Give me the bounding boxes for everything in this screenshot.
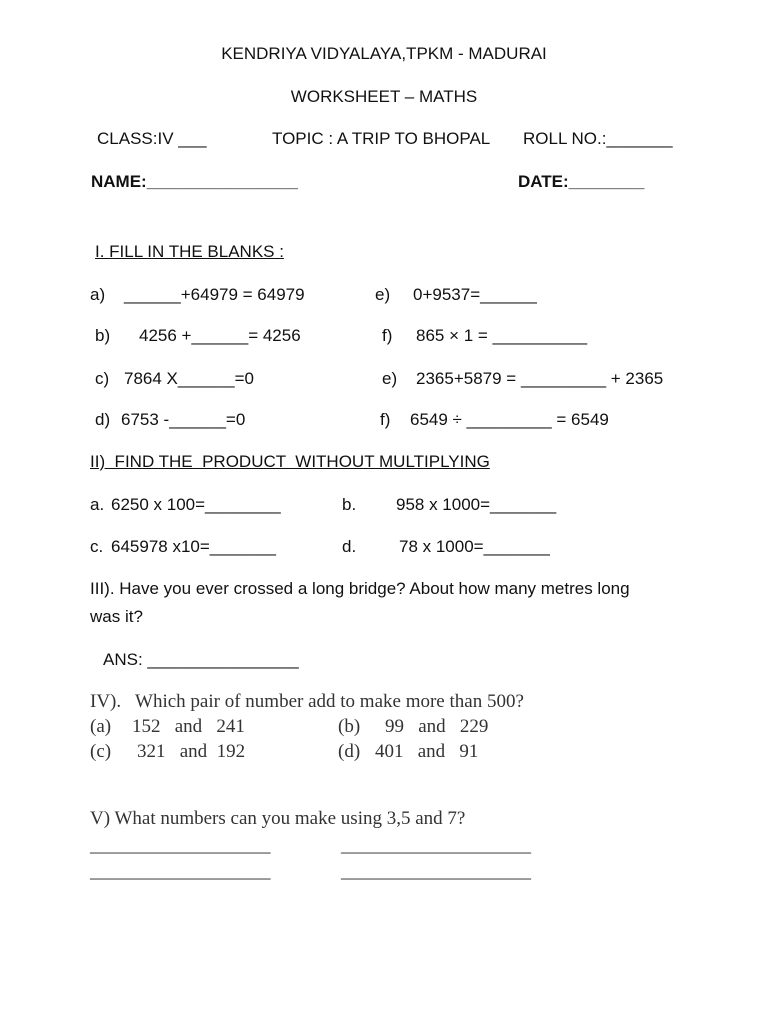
item-text: 2365+5879 = _________ + 2365 [416,369,664,388]
option-text: 99 and 229 [385,716,489,737]
section1-heading: I. FILL IN THE BLANKS : [95,242,284,261]
item-label: e) [382,369,398,388]
name-field: NAME:________________ [91,172,298,191]
item-text: 4256 +______= 4256 [139,326,301,345]
answer-blank: ___________________ [90,861,271,882]
option-text: 321 and 192 [137,741,246,762]
item-label: d. [342,537,357,556]
item-text: ______+64979 = 64979 [124,285,305,304]
option-text: 401 and 91 [375,741,479,762]
item-text: 0+9537=______ [413,285,537,304]
topic-field: TOPIC : A TRIP TO BHOPAL [272,129,491,148]
item-label: f) [382,326,393,345]
item-label: a. [90,495,105,514]
section3-question-line1: III). Have you ever crossed a long bridge? About how many metres long [90,579,630,598]
answer-blank: ____________________ [341,861,531,882]
section3-answer: ANS: ________________ [103,650,299,669]
item-text: 958 x 1000=_______ [396,495,557,514]
date-field: DATE:________ [518,172,645,191]
item-label: a) [90,285,106,304]
class-field: CLASS:IV ___ [97,129,207,148]
item-label: c) [95,369,110,388]
item-text: 78 x 1000=_______ [399,537,550,556]
item-text: 865 × 1 = __________ [416,326,588,345]
item-text: 6753 -______=0 [121,410,246,429]
section5-question: V) What numbers can you make using 3,5 and 7? [90,808,466,829]
option-label: (d) [338,741,361,762]
roll-field: ROLL NO.:_______ [523,129,673,148]
section4-question: IV). Which pair of number add to make more than 500? [90,691,524,712]
item-label: b) [95,326,111,345]
item-text: 645978 x10=_______ [111,537,276,556]
section3-question-line2: was it? [90,607,143,626]
worksheet-title: WORKSHEET – MATHS [290,87,478,106]
item-text: 6250 x 100=________ [111,495,281,514]
item-text: 6549 ÷ _________ = 6549 [410,410,609,429]
option-label: (b) [338,716,361,737]
option-text: 152 and 241 [132,716,245,737]
item-label: f) [380,410,391,429]
item-label: b. [342,495,357,514]
answer-blank: ___________________ [90,835,271,856]
item-label: d) [95,410,111,429]
answer-blank: ____________________ [341,835,531,856]
school-title: KENDRIYA VIDYALAYA,TPKM - MADURAI [221,44,547,63]
item-label: c. [90,537,104,556]
option-label: (a) [90,716,112,737]
section2-heading: II) FIND THE PRODUCT WITHOUT MULTIPLYING [90,452,490,471]
item-label: e) [375,285,391,304]
option-label: (c) [90,741,112,762]
item-text: 7864 X______=0 [124,369,254,388]
